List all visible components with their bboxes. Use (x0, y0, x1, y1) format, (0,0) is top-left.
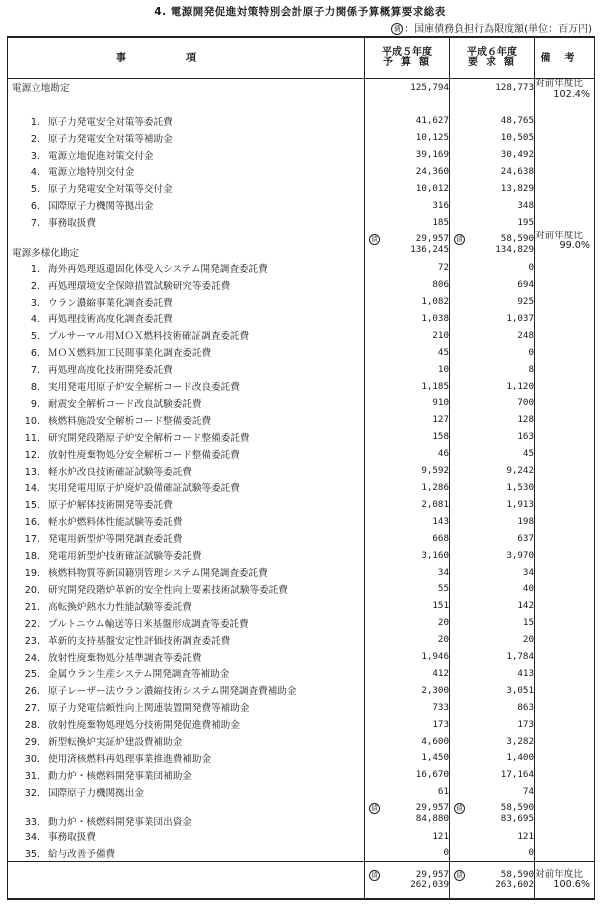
table-row (8, 513, 595, 530)
table-row (8, 146, 595, 163)
fy6-value: 8 (450, 361, 535, 378)
fy5-value: 173 (365, 716, 450, 733)
item-name: 事務取扱費 (48, 218, 96, 230)
item-name: 放射性廃棄物処理処分技術開発促進費補助金 (48, 720, 240, 732)
fy6-value: 413 (450, 665, 535, 682)
table-row (8, 327, 595, 344)
item-name-cell (8, 394, 365, 411)
fy6-value: 48,765 (450, 112, 535, 129)
fy5-value: 2,300 (365, 682, 450, 699)
fy6-value: 121 (450, 828, 535, 845)
fy5-value: 10,125 (365, 129, 450, 146)
item-name-cell (8, 445, 365, 462)
item-number: 10. (24, 415, 40, 427)
table-row (8, 445, 595, 462)
table-row (8, 631, 595, 648)
item-number: 21. (24, 601, 40, 613)
table-row (8, 496, 595, 513)
item-name: 研究開発段階原子炉安全解析コード整備委託費 (48, 432, 250, 444)
fy6-value: 0 (450, 845, 535, 862)
fy6-value: 30,492 (450, 146, 535, 163)
item-name: 再処理技術高度化調査委託費 (48, 314, 173, 326)
table-row (8, 530, 595, 547)
fy6-value: 24,638 (450, 163, 535, 180)
item-number: 26. (24, 686, 40, 698)
fy5-value: 412 (365, 665, 450, 682)
item-name: 再処理高度化技術開発委託費 (48, 365, 173, 377)
item-number: 9. (30, 398, 40, 410)
item-number: 35. (24, 848, 40, 860)
item-name-cell (8, 547, 365, 564)
fy6-value: 348 (450, 197, 535, 214)
section-fy6-value: 128,773 (450, 79, 535, 96)
item-name: ＭＯＸ燃料加工民間事業化調査委託費 (48, 348, 212, 360)
item-name-cell (8, 496, 365, 513)
item-name-cell (8, 665, 365, 682)
item-name: 原子力発電安全対策等委託費 (48, 116, 173, 128)
section-remarks: 対前年度比 102.4% (535, 79, 595, 113)
item-name: 軽水炉燃料体性能試験等委託費 (48, 517, 183, 529)
fy5-value (365, 800, 450, 827)
item-number: 11. (24, 432, 40, 444)
debt-limit-value: 29,957 (415, 868, 449, 880)
item-name-cell (8, 716, 365, 733)
table-row (8, 428, 595, 445)
item-name: 原子力発電信頼性向上関連装置開発費等補助金 (48, 703, 250, 715)
item-name: 原子力発電安全対策等交付金 (48, 184, 173, 196)
fy5-value: 39,169 (365, 146, 450, 163)
table-row (8, 766, 595, 783)
item-name: 電源立地促進対策交付金 (48, 150, 154, 162)
item-number: 31. (24, 770, 40, 782)
table-row (8, 783, 595, 800)
budget-value: 262,039 (410, 879, 449, 891)
debt-mark-icon: 債 (454, 234, 465, 245)
fy6-value: 925 (450, 293, 535, 310)
item-name: ウラン濃縮事業化調査委託費 (48, 297, 173, 309)
item-name-cell (8, 197, 365, 214)
item-name: 原子レーザー法ウラン濃縮技術システム開発調査費補助金 (48, 686, 297, 698)
table-row (8, 197, 595, 214)
item-number: 23. (24, 635, 40, 647)
item-number: 5. (30, 184, 40, 196)
item-number: 6. (30, 348, 40, 360)
fy6-value: 34 (450, 564, 535, 581)
fy5-value: 185 (365, 214, 450, 231)
item-name-cell (8, 259, 365, 276)
debt-mark-icon: 債 (369, 870, 380, 881)
item-name-cell (8, 682, 365, 699)
fy5-value: 1,286 (365, 479, 450, 496)
item-name-cell (8, 800, 365, 827)
debt-limit-value: 58,590 (500, 233, 534, 245)
item-number: 24. (24, 652, 40, 664)
item-name: 軽水炉改良技術確証試験等委託費 (48, 466, 192, 478)
spacer-row (8, 95, 595, 112)
fy5-value: 151 (365, 597, 450, 614)
fy5-value: 24,360 (365, 163, 450, 180)
table-row (8, 276, 595, 293)
fy6-value: 694 (450, 276, 535, 293)
item-name-cell (8, 214, 365, 231)
table-row (8, 828, 595, 845)
fy6-value: 863 (450, 699, 535, 716)
fy6-value: 3,970 (450, 547, 535, 564)
fy5-value: 0 (365, 845, 450, 862)
item-number: 30. (24, 753, 40, 765)
item-name: 発電用新型炉技術確証試験等委託費 (48, 551, 202, 563)
item-name-cell (8, 411, 365, 428)
table-row (8, 845, 595, 862)
table-row (8, 378, 595, 395)
debt-limit-value: 29,957 (415, 802, 449, 814)
item-name: 使用済核燃料再処理事業推進費補助金 (48, 753, 212, 765)
item-name: 海外再処理返還固化体受入システム開発調査委託費 (48, 263, 268, 275)
fy5-value: 41,627 (365, 112, 450, 129)
fy6-value: 128 (450, 411, 535, 428)
item-number: 33. (24, 816, 40, 828)
fy5-value: 20 (365, 614, 450, 631)
fy6-value: 248 (450, 327, 535, 344)
item-name-cell (8, 845, 365, 862)
item-name: 動力炉・核燃料開発事業団補助金 (48, 770, 192, 782)
fy6-value: 163 (450, 428, 535, 445)
table-row (8, 293, 595, 310)
item-name-cell (8, 112, 365, 129)
item-number: 14. (24, 483, 40, 495)
fy5-value: 61 (365, 783, 450, 800)
budget-value: 84,880 (415, 812, 449, 824)
fy5-value: 210 (365, 327, 450, 344)
item-name-cell (8, 530, 365, 547)
item-name: 再処理環境安全保障措置試験研究等委託費 (48, 280, 231, 292)
fy5-value: 733 (365, 699, 450, 716)
fy6-value: 1,400 (450, 750, 535, 767)
table-row (8, 750, 595, 767)
item-number: 15. (24, 500, 40, 512)
table-row (8, 214, 595, 231)
table-row (8, 733, 595, 750)
item-name-cell (8, 276, 365, 293)
item-number: 13. (24, 466, 40, 478)
fy5-value: 55 (365, 580, 450, 597)
table-row (8, 310, 595, 327)
item-name: 国際原子力機関拠出金 (48, 787, 144, 799)
item-name-cell (8, 750, 365, 767)
item-name-cell (8, 310, 365, 327)
fy6-value: 173 (450, 716, 535, 733)
table-row (8, 180, 595, 197)
fy6-value: 1,913 (450, 496, 535, 513)
item-name: 発電用新型炉等開発調査委託費 (48, 534, 183, 546)
fy5-value: 72 (365, 259, 450, 276)
item-name-cell (8, 597, 365, 614)
fy6-value: 1,120 (450, 378, 535, 395)
header-item: 事項 (8, 37, 365, 79)
item-number: 19. (24, 568, 40, 579)
item-number: 32. (24, 787, 40, 799)
item-name-cell (8, 129, 365, 146)
fy6-value: 40 (450, 580, 535, 597)
item-number: 2. (30, 133, 40, 145)
item-number: 1. (30, 116, 40, 128)
item-number: 17. (24, 534, 40, 546)
item-number: 7. (30, 218, 40, 230)
item-number: 22. (24, 618, 40, 630)
fy5-value: 4,600 (365, 733, 450, 750)
page-title: 4. 電源開発促進対策特別会計原子力関係予算概算要求総表 (154, 6, 446, 18)
item-name-cell (8, 783, 365, 800)
table-row (8, 665, 595, 682)
item-name: 電源立地特別交付金 (48, 167, 135, 179)
item-number: 18. (24, 551, 40, 563)
table-row (8, 163, 595, 180)
fy6-value: 1,784 (450, 648, 535, 665)
budget-value: 263,602 (495, 879, 534, 891)
note-text: ：国庫債務負担行為限度額(単位：百万円) (404, 24, 592, 35)
debt-mark-icon: 債 (454, 803, 465, 814)
item-number: 4. (30, 167, 40, 179)
section-label: 電源立地勘定 (8, 79, 365, 96)
item-number: 16. (24, 517, 40, 529)
item-name-cell (8, 180, 365, 197)
section-label: 電源多様化勘定 (8, 231, 365, 260)
fy6-value: 9,242 (450, 462, 535, 479)
fy6-value: 3,051 (450, 682, 535, 699)
fy5-value: 9,592 (365, 462, 450, 479)
total-remarks: 対前年度比 100.6% (535, 862, 595, 899)
total-row (8, 862, 595, 899)
debt-mark-icon: 債 (391, 23, 403, 35)
fy6-value: 45 (450, 445, 535, 462)
fy5-value: 10,012 (365, 180, 450, 197)
budget-value: 134,829 (495, 243, 534, 255)
item-number: 6. (30, 201, 40, 213)
item-name-cell (8, 580, 365, 597)
fy5-value: 1,450 (365, 750, 450, 767)
item-name: 革新的支持基盤安定性評価技術調査委託費 (48, 635, 231, 647)
fy6-value: 10,505 (450, 129, 535, 146)
section-fy5-value (365, 231, 450, 260)
item-number: 20. (24, 584, 40, 596)
item-number: 5. (30, 331, 40, 343)
item-name-cell (8, 614, 365, 631)
item-number: 3. (30, 297, 40, 309)
fy6-value: 637 (450, 530, 535, 547)
item-name: 金属ウラン生産システム開発調査等補助金 (48, 669, 230, 681)
table-row (8, 411, 595, 428)
section-remarks: 対前年度比 99.0% (535, 231, 595, 260)
total-fy5-value (365, 862, 450, 899)
item-number: 29. (24, 737, 40, 749)
table-row (8, 129, 595, 146)
item-name: 新型転換炉実証炉建設費補助金 (48, 737, 183, 749)
item-name-cell (8, 462, 365, 479)
fy5-value: 1,185 (365, 378, 450, 395)
table-row (8, 597, 595, 614)
item-name: 動力炉・核燃料開発事業団出資金 (48, 816, 192, 828)
table-row (8, 547, 595, 564)
item-number: 12. (24, 449, 40, 461)
item-number: 28. (24, 720, 40, 732)
item-number: 1. (30, 263, 40, 275)
item-number: 34. (24, 832, 40, 844)
item-name-cell (8, 733, 365, 750)
table-row (8, 800, 595, 827)
debt-limit-value: 58,590 (500, 868, 534, 880)
item-name-cell (8, 564, 365, 581)
table-row (8, 479, 595, 496)
table-row (8, 259, 595, 276)
table-row (8, 394, 595, 411)
debt-limit-value: 29,957 (415, 233, 449, 245)
total-label-cell (8, 862, 365, 899)
item-name: 核燃料物質等新国籍別管理システム開発調査委託費 (48, 568, 268, 579)
fy6-value: 3,282 (450, 733, 535, 750)
item-name: 高転換炉熱水力性能試験等委託費 (48, 601, 192, 613)
fy6-value (450, 800, 535, 827)
item-name: プルサーマル用ＭＯＸ燃料技術確証調査委託費 (48, 331, 250, 343)
item-name-cell (8, 699, 365, 716)
item-name: 放射性廃棄物処分基準調査等委託費 (48, 652, 202, 664)
item-name: 実用発電用原子炉廃炉設備確証試験等委託費 (48, 483, 240, 495)
item-number: 27. (24, 703, 40, 715)
fy5-value: 3,160 (365, 547, 450, 564)
table-row (8, 682, 595, 699)
fy5-value: 46 (365, 445, 450, 462)
item-name-cell (8, 163, 365, 180)
item-name-cell (8, 146, 365, 163)
fy5-value: 668 (365, 530, 450, 547)
table-row (8, 462, 595, 479)
fy6-value: 700 (450, 394, 535, 411)
fy5-value: 16,670 (365, 766, 450, 783)
section-fy6-value (450, 231, 535, 260)
section-fy5-value: 125,794 (365, 79, 450, 96)
item-name: プルトニウム輸送等日米基盤形成調査等委託費 (48, 618, 249, 630)
table-row (8, 344, 595, 361)
fy5-value: 34 (365, 564, 450, 581)
debt-mark-icon: 債 (369, 234, 380, 245)
item-name-cell (8, 479, 365, 496)
fy6-value: 20 (450, 631, 535, 648)
item-name: 放射性廃棄物処分安全解析コード整備委託費 (48, 449, 240, 461)
fy6-value: 142 (450, 597, 535, 614)
fy6-value: 1,530 (450, 479, 535, 496)
section-row-dengen-tayouka (8, 231, 595, 260)
item-name: 実用発電用原子炉安全解析コード改良委託費 (48, 382, 240, 394)
item-name: 核燃料施設安全解析コード整備委託費 (48, 415, 212, 427)
budget-table (7, 36, 595, 900)
debt-limit-note (391, 20, 592, 35)
item-name: 国際原子力機関等拠出金 (48, 201, 154, 213)
item-number: 8. (30, 382, 40, 394)
header-row (8, 37, 595, 79)
debt-limit-value: 58,590 (500, 802, 534, 814)
total-fy6-value (450, 862, 535, 899)
item-name: 給与改善予備費 (48, 848, 116, 860)
item-name: 原子力発電安全対策等補助金 (48, 133, 173, 145)
fy6-value: 15 (450, 614, 535, 631)
table-row (8, 716, 595, 733)
debt-mark-icon: 債 (369, 803, 380, 814)
table-row (8, 648, 595, 665)
item-number: 7. (30, 365, 40, 377)
item-number: 4. (30, 314, 40, 326)
fy5-value: 127 (365, 411, 450, 428)
fy5-value: 10 (365, 361, 450, 378)
item-number: 25. (24, 669, 40, 681)
table-row (8, 564, 595, 581)
fy5-value: 121 (365, 828, 450, 845)
item-name-cell (8, 344, 365, 361)
table-row (8, 361, 595, 378)
fy5-value: 158 (365, 428, 450, 445)
table-row (8, 112, 595, 129)
fy6-value: 74 (450, 783, 535, 800)
header-fy6: 平成６年度 要求額 (450, 37, 535, 79)
budget-value: 83,695 (500, 812, 534, 824)
fy5-value: 316 (365, 197, 450, 214)
item-name-cell (8, 766, 365, 783)
item-name: 耐震安全解析コード改良試験委託費 (48, 398, 202, 410)
fy5-value: 1,082 (365, 293, 450, 310)
fy5-value: 1,946 (365, 648, 450, 665)
item-name-cell (8, 513, 365, 530)
item-name-cell (8, 428, 365, 445)
item-name-cell (8, 378, 365, 395)
fy6-value: 198 (450, 513, 535, 530)
table-row (8, 699, 595, 716)
item-name-cell (8, 631, 365, 648)
item-name-cell (8, 327, 365, 344)
fy5-value: 143 (365, 513, 450, 530)
fy6-value: 17,164 (450, 766, 535, 783)
fy5-value: 20 (365, 631, 450, 648)
item-name-cell (8, 293, 365, 310)
table-row (8, 614, 595, 631)
item-number: 2. (30, 280, 40, 292)
item-number: 3. (30, 150, 40, 162)
table-row (8, 580, 595, 597)
fy6-value: 13,829 (450, 180, 535, 197)
item-name: 研究開発段階炉革新的安全性向上要素技術試験等委託費 (48, 584, 288, 596)
fy6-value: 195 (450, 214, 535, 231)
section-row-dengen-ritchi (8, 79, 595, 96)
fy5-value: 1,038 (365, 310, 450, 327)
budget-value: 136,245 (410, 243, 449, 255)
debt-mark-icon: 債 (454, 870, 465, 881)
item-name-cell (8, 361, 365, 378)
item-name-cell (8, 828, 365, 845)
fy5-value: 910 (365, 394, 450, 411)
item-name: 事務取扱費 (48, 832, 96, 844)
fy5-value: 45 (365, 344, 450, 361)
header-remarks: 備考 (535, 37, 595, 79)
header-fy5: 平成５年度 予算額 (365, 37, 450, 79)
item-name: 原子炉解体技術開発等委託費 (48, 500, 173, 512)
item-name-cell (8, 648, 365, 665)
fy5-value: 806 (365, 276, 450, 293)
fy6-value: 0 (450, 344, 535, 361)
fy6-value: 0 (450, 259, 535, 276)
fy5-value: 2,081 (365, 496, 450, 513)
fy6-value: 1,037 (450, 310, 535, 327)
